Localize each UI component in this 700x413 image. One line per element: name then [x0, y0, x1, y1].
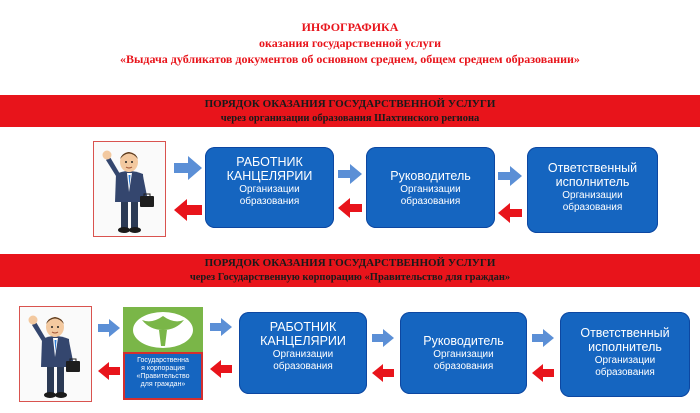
arrow-left-icon	[338, 198, 362, 218]
step-title: РАБОТНИК	[269, 320, 337, 334]
step-box-clerk-2	[239, 312, 367, 394]
arrow-right-icon	[210, 318, 232, 336]
infographic-subtitle: оказания государственной услуги	[258, 36, 441, 50]
arrow-left-icon	[372, 364, 394, 382]
service-name: «Выдача дубликатов документов об основном среднем, общем среднем образовании»	[120, 52, 580, 66]
arrow-left-icon	[532, 364, 554, 382]
arrow-left-icon	[498, 203, 522, 223]
section2-subtitle: через Государственную корпорацию «Правительство для граждан»	[189, 272, 511, 283]
step-title: исполнитель	[588, 340, 662, 354]
section1-subtitle: через организации образования Шахтинского региона	[220, 113, 480, 124]
arrow-right-icon	[338, 164, 362, 184]
gov-label-text: «Правительство	[136, 373, 190, 380]
step-subtitle: образования	[239, 196, 300, 207]
arrow-right-icon	[372, 329, 394, 347]
gov-logo-icon	[124, 308, 202, 352]
step-box-clerk-1	[205, 147, 334, 228]
step-box-executor-2	[560, 312, 690, 397]
gov-corporation-label	[123, 352, 203, 400]
arrow-right-icon	[174, 156, 202, 180]
step-subtitle: образования	[273, 361, 333, 372]
step-box-head-1	[366, 147, 495, 228]
applicant-figure-2	[19, 306, 92, 402]
arrow-right-icon	[498, 166, 522, 186]
step-subtitle: Организации	[433, 349, 494, 360]
step-title: КАНЦЕЛЯРИИ	[260, 334, 346, 348]
step-title: Ответственный	[580, 326, 670, 340]
arrow-right-icon	[532, 329, 554, 347]
step-subtitle: Организации	[272, 349, 334, 360]
section2-band	[0, 254, 700, 287]
gov-label-text: для граждан»	[140, 381, 186, 388]
step-subtitle: образования	[595, 367, 655, 378]
arrow-left-icon	[98, 362, 120, 380]
applicant-figure-1	[93, 141, 166, 237]
step-title: Ответственный	[547, 161, 638, 175]
step-title: Руководитель	[423, 334, 504, 348]
gov-label-text: я корпорация	[141, 365, 185, 372]
businessman-icon	[94, 142, 165, 236]
arrow-right-icon	[98, 319, 120, 337]
gov-label-text: Государственна	[137, 357, 189, 364]
gov-corporation-logo	[123, 307, 203, 353]
step-title: РАБОТНИК	[236, 155, 303, 169]
step-subtitle: образования	[562, 202, 623, 213]
step-subtitle: Организации	[594, 355, 656, 366]
step-subtitle: Организации	[562, 190, 623, 201]
step-box-head-2	[400, 312, 527, 394]
step-subtitle: образования	[433, 361, 494, 372]
step-subtitle: образования	[400, 196, 461, 207]
step-title: КАНЦЕЛЯРИИ	[226, 169, 313, 183]
businessman-icon	[20, 307, 91, 401]
step-subtitle: Организации	[400, 184, 461, 195]
section1-band	[0, 95, 700, 127]
arrow-left-icon	[210, 360, 232, 378]
step-title: Руководитель	[390, 169, 471, 183]
arrow-left-icon	[174, 199, 202, 221]
step-subtitle: Организации	[239, 184, 300, 195]
step-title: исполнитель	[555, 175, 630, 189]
section2-title: ПОРЯДОК ОКАЗАНИЯ ГОСУДАРСТВЕННОЙ УСЛУГИ	[204, 257, 496, 269]
step-box-executor-1	[527, 147, 658, 233]
section1-title: ПОРЯДОК ОКАЗАНИЯ ГОСУДАРСТВЕННОЙ УСЛУГИ	[204, 98, 496, 110]
infographic-title: ИНФОГРАФИКА	[301, 20, 399, 34]
